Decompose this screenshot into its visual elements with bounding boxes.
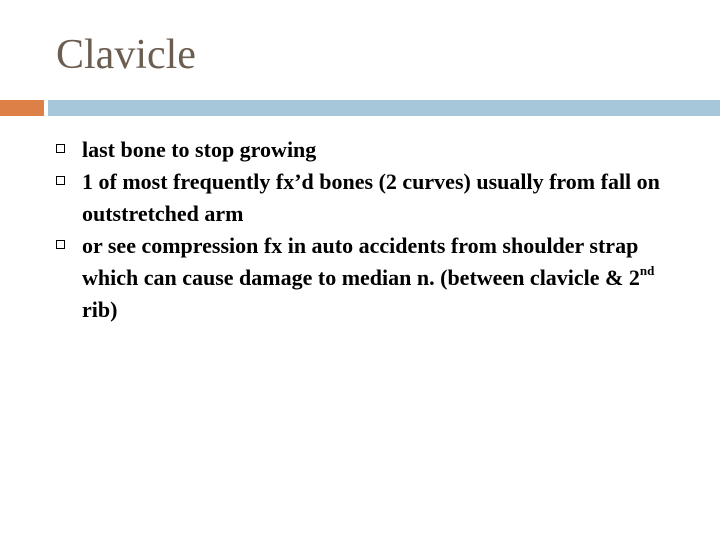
slide-title: Clavicle: [56, 32, 196, 78]
bullet-text: [82, 233, 654, 322]
bullet-list: [56, 134, 686, 326]
square-bullet-icon: [56, 144, 65, 153]
bullet-text: 1 of most frequently fx’d bones (2 curves) usually from fall on outstretched arm: [82, 169, 660, 226]
ordinal-superscript: nd: [639, 262, 655, 278]
square-bullet-icon: [56, 240, 65, 249]
list-item: [56, 134, 686, 166]
bullet-text-end: rib): [82, 297, 118, 322]
bullet-text-main: or see compression fx in auto accidents from shoulder strap which can cause damage to median n. (between clavicle & 2: [82, 233, 640, 290]
bullet-text: last bone to stop growing: [82, 137, 317, 162]
square-bullet-icon: [56, 176, 65, 185]
list-item: [56, 166, 686, 230]
list-item: [56, 230, 686, 326]
title-divider-bar: [48, 100, 720, 116]
title-accent-bar: [0, 100, 44, 116]
